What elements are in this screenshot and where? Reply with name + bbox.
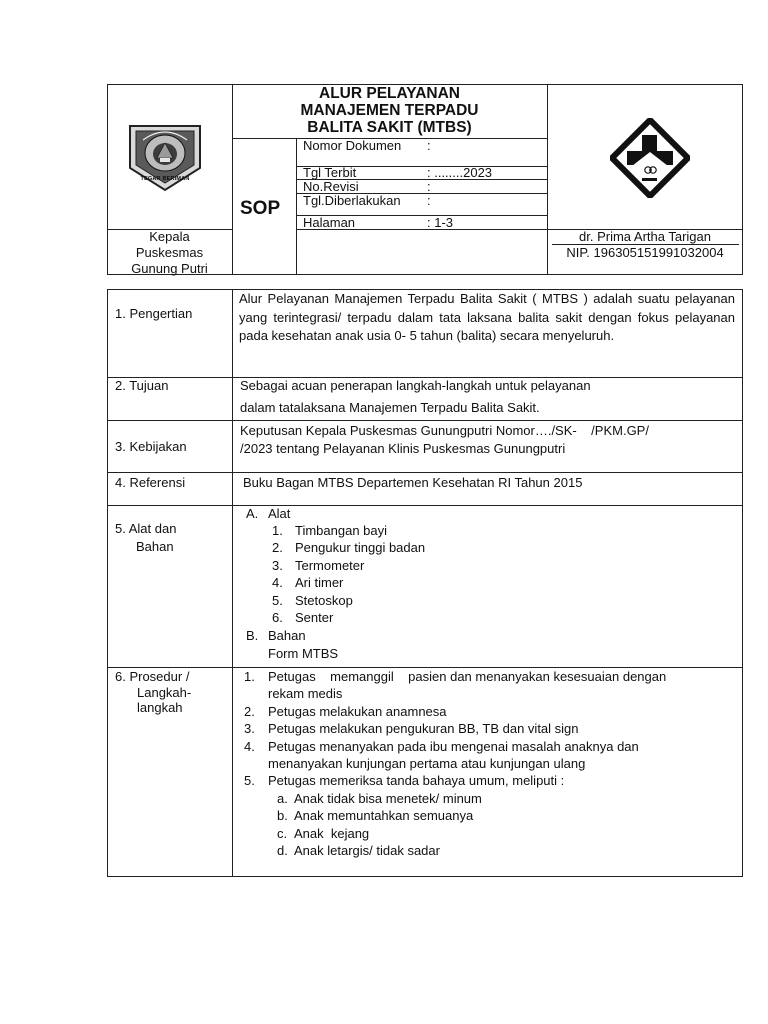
list-item: 2. Pengukur tinggi badan	[272, 540, 426, 556]
row-divider	[107, 472, 743, 473]
section-label: 1. Pengertian	[115, 306, 193, 321]
signatory-line: Kepala	[149, 229, 190, 244]
section-label: 4. Referensi	[115, 475, 186, 490]
danger-sign-item: c. Anak kejang	[277, 825, 370, 841]
signature-underline	[552, 244, 739, 245]
list-item: 5. Stetoskop	[272, 592, 353, 608]
procedure-step-cont: menanyakan kunjungan pertama atau kunjungan ulang	[268, 756, 586, 772]
list-marker: B.	[246, 628, 259, 643]
section-label: 2. Tujuan	[115, 378, 169, 393]
regency-emblem-icon	[127, 124, 203, 194]
meta-value: : ........2023	[427, 165, 493, 180]
procedure-step-cont: rekam medis	[268, 686, 343, 702]
section-label: 6. Prosedur /	[115, 669, 190, 684]
procedure-step: 4. Petugas menanyakan pada ibu mengenai masalah anaknya dan	[244, 738, 639, 754]
meta-value: :	[427, 193, 431, 208]
section-text: Keputusan Kepala Puskesmas Gunungputri Nomor…./SK- /PKM.GP/	[240, 423, 649, 438]
list-item: 6. Senter	[272, 610, 334, 626]
title-line: MANAJEMEN TERPADU	[300, 102, 479, 119]
section-text: dalam tatalaksana Manajemen Terpadu Balita Sakit.	[240, 400, 540, 415]
section-text: Sebagai acuan penerapan langkah-langkah untuk pelayanan	[240, 378, 591, 393]
row-divider	[107, 420, 743, 421]
signatory-line: Puskesmas	[135, 245, 204, 260]
alat-list	[272, 522, 572, 626]
signatory-line: Gunung Putri	[131, 261, 208, 276]
group-title: Bahan	[268, 628, 306, 643]
section-text: Buku Bagan MTBS Departemen Kesehatan RI Tahun 2015	[243, 475, 583, 490]
danger-sign-item: a. Anak tidak bisa menetek/ minum	[277, 791, 482, 806]
danger-sign-item: b. Anak memuntahkan semuanya	[277, 808, 474, 824]
danger-sign-item: d. Anak letargis/ tidak sadar	[277, 843, 440, 859]
section-label: 5. Alat dan	[115, 521, 177, 536]
signatory-name: dr. Prima Artha Tarigan	[579, 229, 711, 244]
meta-value: :	[427, 179, 431, 194]
procedure-step: 2. Petugas melakukan anamnesa	[244, 703, 447, 719]
section-label: Langkah-	[137, 685, 192, 700]
section-label: Bahan	[136, 539, 174, 554]
meta-value: : 1-3	[427, 215, 454, 230]
section-text: Alur Pelayanan Manajemen Terpadu Balita Sakit ( MTBS ) adalah suatu pelayanan yang terintegrasi/ terpadu dalam tata laksana balita sakit dengan fokus pelayanan pada kesehatan anak usia 0- 5 tahun (balita) secara menyeluruh.	[239, 291, 735, 343]
list-item: 1. Timbangan bayi	[272, 523, 388, 538]
list-marker: A.	[246, 506, 259, 521]
regency-logo	[127, 124, 203, 194]
meta-label: No.Revisi	[303, 179, 359, 194]
meta-label: Halaman	[303, 215, 356, 230]
row-divider	[107, 505, 743, 506]
list-item: 3. Termometer	[272, 557, 365, 573]
procedure-step: 1. Petugas memanggil pasien dan menanyakan kesesuaian dengan	[244, 669, 667, 684]
logo-ribbon: TEGAR BERIMAN	[140, 176, 190, 182]
list-item: 4. Ari timer	[272, 575, 344, 591]
left-signatory	[107, 229, 232, 277]
procedure-step: 5. Petugas memeriksa tanda bahaya umum, meliputi :	[244, 773, 565, 789]
procedure-list	[244, 668, 736, 790]
list-item: Form MTBS	[268, 646, 339, 661]
header-divider	[296, 138, 297, 275]
section-label: 3. Kebijakan	[115, 439, 187, 454]
section-label: langkah	[137, 700, 183, 715]
puskesmas-logo	[610, 118, 690, 198]
document-title	[232, 85, 547, 136]
signatory-nip: NIP. 196305151991032004	[566, 245, 724, 260]
right-signatory	[548, 229, 742, 261]
meta-label: Tgl Terbit	[303, 165, 357, 180]
section-text: /2023 tentang Pelayanan Klinis Puskesmas Gunungputri	[240, 441, 566, 456]
title-line: ALUR PELAYANAN	[319, 85, 460, 102]
sop-label: SOP	[240, 198, 281, 219]
meta-value: :	[427, 138, 431, 153]
meta-label: Nomor Dokumen	[303, 138, 402, 153]
meta-label: Tgl.Diberlakukan	[303, 193, 401, 208]
group-title: Alat	[268, 506, 291, 521]
title-line: BALITA SAKIT (MTBS)	[307, 119, 472, 136]
danger-signs-list	[277, 790, 677, 860]
health-cross-icon	[610, 118, 690, 198]
procedure-step: 3. Petugas melakukan pengukuran BB, TB dan vital sign	[244, 721, 579, 737]
